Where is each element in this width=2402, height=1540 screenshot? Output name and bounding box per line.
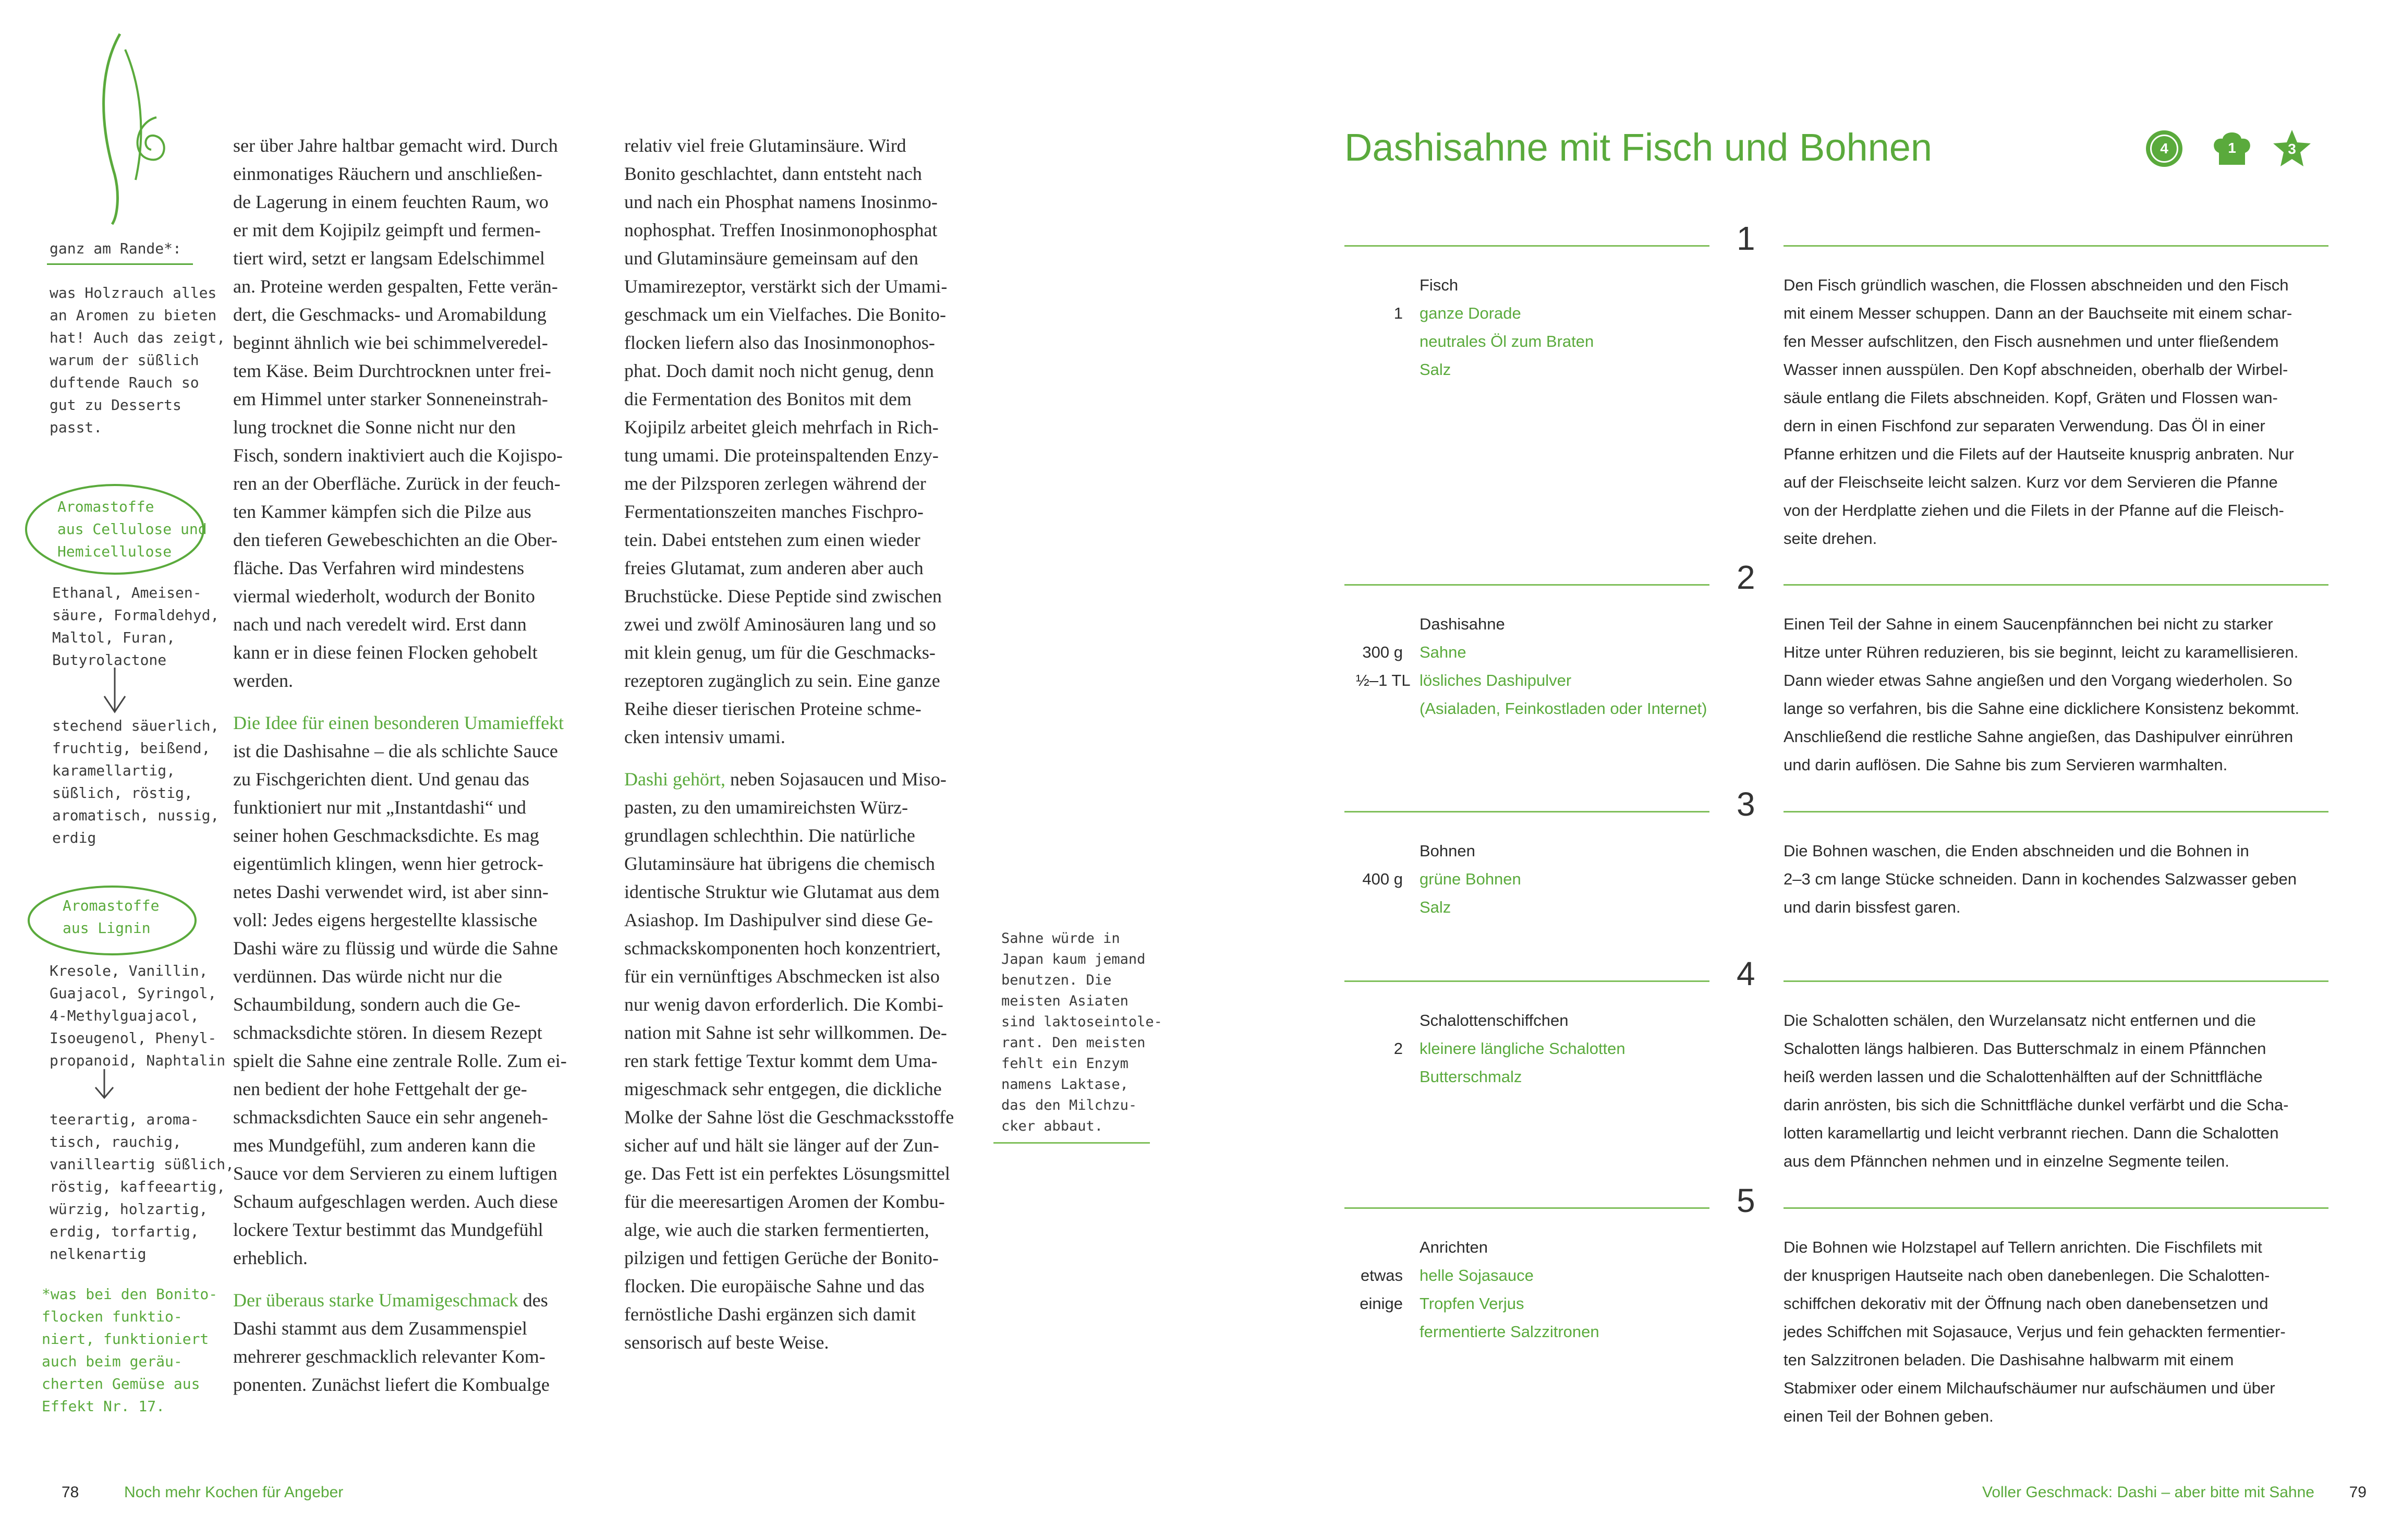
instruction-line: fen Messer aufschlitzen, den Fisch ausnehmen und unter fließendem bbox=[1784, 332, 2279, 350]
ingredient-row bbox=[1356, 1035, 1625, 1063]
note-line: Hemicellulose bbox=[57, 543, 172, 560]
ingredient-row bbox=[1356, 695, 1707, 723]
ingredient-group-title: Anrichten bbox=[1420, 1238, 1488, 1256]
note-line: stechend säuerlich, bbox=[52, 717, 220, 734]
step-rule-right bbox=[1784, 980, 2328, 982]
text-line: seiner hohen Geschmacksdichte. Es mag bbox=[233, 825, 539, 846]
note-line: sind laktoseintole- bbox=[1001, 1014, 1162, 1030]
instruction-line: jedes Schiffchen mit Sojasauce, Verjus und fein gehackten fermentier- bbox=[1784, 1323, 2286, 1341]
text-column-1 bbox=[233, 131, 619, 1399]
instruction-line: Die Schalotten schälen, den Wurzelansatz nicht entfernen und die bbox=[1784, 1011, 2256, 1029]
ingredient-block bbox=[1356, 837, 1521, 921]
text-line: tiert wird, setzt er langsam Edelschimmel bbox=[233, 248, 545, 269]
note-line: Isoeugenol, Phenyl- bbox=[50, 1029, 217, 1047]
text-line: de Lagerung in einem feuchten Raum, wo bbox=[233, 191, 549, 212]
note-line: benutzen. Die bbox=[1001, 972, 1112, 988]
text-line: die Fermentation des Bonitos mit dem bbox=[624, 389, 912, 409]
text-line: nach und nach veredelt wird. Erst dann bbox=[233, 614, 527, 635]
note-line: süßlich, röstig, bbox=[52, 784, 193, 802]
note-line: aus Cellulose und bbox=[57, 520, 207, 538]
ingredient-block bbox=[1356, 1233, 1599, 1346]
text-line: für ein vernünftiges Abschmecken ist also bbox=[624, 966, 940, 987]
servings-badge bbox=[2146, 130, 2182, 167]
step-rule-left bbox=[1344, 980, 1709, 982]
ingredient-row bbox=[1356, 865, 1521, 893]
instruction-line: darin anrösten, bis sich die Schnittfläche dunkel verfärbt und die Scha- bbox=[1784, 1096, 2289, 1114]
note-line: erdig bbox=[52, 829, 96, 846]
step-number: 4 bbox=[1737, 955, 1755, 992]
text-line: erheblich. bbox=[233, 1247, 308, 1268]
text-line: rezeptoren zugänglich zu sein. Eine ganze bbox=[624, 670, 940, 691]
ingredient-row bbox=[1356, 893, 1521, 921]
ingredient-name: Salz bbox=[1420, 360, 1451, 379]
instruction-line: Die Bohnen waschen, die Enden abschneiden und die Bohnen in bbox=[1784, 842, 2249, 860]
text-line: migeschmack sehr entgegen, die dickliche bbox=[624, 1078, 942, 1099]
ingredient-qty bbox=[1356, 893, 1403, 921]
text-line: einmonatiges Räuchern und anschließen- bbox=[233, 163, 542, 184]
step-rule-left bbox=[1344, 1207, 1709, 1209]
instruction-line: mit einem Messer schuppen. Dann an der Bauchseite mit einem schar- bbox=[1784, 304, 2292, 322]
note-line: 4-Methylguajacol, bbox=[50, 1007, 199, 1024]
instruction-line: ten Salzzitronen beladen. Die Dashisahne halbwarm mit einem bbox=[1784, 1351, 2234, 1369]
ingredient-name: helle Sojasauce bbox=[1420, 1266, 1534, 1284]
running-title-left: Noch mehr Kochen für Angeber bbox=[124, 1484, 344, 1501]
note-line: gut zu Desserts bbox=[50, 396, 181, 414]
instruction-line: Schalotten längs halbieren. Das Butterschmalz in einem Pfännchen bbox=[1784, 1039, 2266, 1058]
text-line: voll: Jedes eigens hergestellte klassische bbox=[233, 910, 538, 930]
ingredient-name: fermentierte Salzzitronen bbox=[1420, 1323, 1599, 1341]
note-line: röstig, kaffeeartig, bbox=[50, 1178, 226, 1195]
step-number: 2 bbox=[1737, 559, 1755, 596]
bubble-aromastoffe-cellulose bbox=[57, 495, 207, 563]
step-instructions bbox=[1784, 1007, 2288, 1175]
ingredient-qty: einige bbox=[1360, 1294, 1403, 1313]
text-line: Asiashop. Im Dashipulver sind diese Ge- bbox=[624, 910, 933, 930]
ingredient-group-title: Bohnen bbox=[1420, 842, 1475, 860]
instruction-line: seite drehen. bbox=[1784, 529, 1877, 548]
text-line: geschmack um ein Vielfaches. Die Bonito- bbox=[624, 304, 946, 325]
ingredient-name: Tropfen Verjus bbox=[1420, 1294, 1524, 1313]
text-line: sensorisch auf beste Weise. bbox=[624, 1332, 829, 1353]
instruction-line: von der Herdplatte ziehen und die Filets in der Pfanne auf die Fleisch- bbox=[1784, 501, 2284, 519]
step-rule-right bbox=[1784, 245, 2328, 247]
step-instructions bbox=[1784, 1233, 2286, 1430]
text-line: mes Mundgefühl, zum anderen kann die bbox=[233, 1135, 536, 1156]
instruction-line: Stabmixer oder einem Milchaufschäumer nur aufschäumen und über bbox=[1784, 1379, 2275, 1397]
instruction-line: säule entlang die Filets abschneiden. Kopf, Gräten und Flossen wan- bbox=[1784, 389, 2278, 407]
text-line: me der Pilzsporen zerlegen während der bbox=[624, 473, 926, 494]
step-instructions bbox=[1784, 837, 2297, 921]
step-rule-left bbox=[1344, 584, 1709, 586]
step-number: 5 bbox=[1737, 1182, 1755, 1219]
text-line: schmackskomponenten hoch konzentriert, bbox=[624, 938, 941, 959]
text-line: viermal wiederholt, wodurch der Bonito bbox=[233, 586, 535, 607]
note-line: das den Milchzu- bbox=[1001, 1097, 1137, 1113]
text-line: schmacksdichte stören. In diesem Rezept bbox=[233, 1022, 542, 1043]
ingredient-row bbox=[1356, 356, 1594, 384]
note-line: passt. bbox=[50, 419, 103, 436]
instruction-line: und darin auflösen. Die Sahne bis zum Servieren warmhalten. bbox=[1784, 756, 2228, 774]
text-line: Kojipilz arbeitet gleich mehrfach in Rich- bbox=[624, 417, 939, 438]
servings-count: 4 bbox=[2160, 140, 2168, 156]
text-line: mit klein genug, um für die Geschmacks- bbox=[624, 642, 936, 663]
ingredient-block bbox=[1356, 271, 1594, 384]
instruction-line: 2–3 cm lange Stücke schneiden. Dann in kochendes Salzwasser geben bbox=[1784, 870, 2297, 888]
ingredient-row bbox=[1356, 1262, 1599, 1290]
ingredient-qty: 400 g bbox=[1362, 870, 1403, 888]
instruction-line: Den Fisch gründlich waschen, die Flossen abschneiden und den Fisch bbox=[1784, 276, 2289, 294]
text-line: alge, wie auch die starken fermentierten, bbox=[624, 1219, 929, 1240]
text-line: funktioniert nur mit „Instantdashi“ und bbox=[233, 797, 526, 818]
note-line: Aromastoffe bbox=[57, 498, 154, 515]
note-line: propanoid, Naphtalin bbox=[50, 1052, 226, 1069]
note-line: Aromastoffe bbox=[63, 897, 160, 914]
instruction-line: heiß werden lassen und die Schalottenhälften auf der Schnittfläche bbox=[1784, 1068, 2263, 1086]
subheading-umamigeschmack: Der überaus starke Umamigeschmack bbox=[233, 1290, 518, 1311]
margin-footnote bbox=[42, 1283, 217, 1417]
note-line: namens Laktase, bbox=[1001, 1076, 1129, 1093]
text-line: em Himmel unter starker Sonneneinstrah- bbox=[233, 389, 548, 409]
text-line: Umamirezeptor, verstärkt sich der Umami- bbox=[624, 276, 948, 297]
note-line: Japan kaum jemand bbox=[1001, 951, 1146, 967]
text-line: schmacksdichten Sauce ein sehr angeneh- bbox=[233, 1107, 548, 1127]
instruction-line: Anschließend die restliche Sahne angießen, das Dashipulver einrühren bbox=[1784, 727, 2294, 746]
text-line: Bruchstücke. Diese Peptide sind zwischen bbox=[624, 586, 942, 607]
note-line: duftende Rauch so bbox=[50, 374, 199, 391]
text-line: flocken. Die europäische Sahne und das bbox=[624, 1276, 925, 1296]
text-line: an. Proteine werden gespalten, Fette verän- bbox=[233, 276, 558, 297]
text-line: nur wenig davon erforderlich. Die Kombi- bbox=[624, 994, 943, 1015]
text-line: er mit dem Kojipilz geimpft und fermen- bbox=[233, 220, 541, 240]
text-line: pasten, zu den umamireichsten Würz- bbox=[624, 797, 908, 818]
text-line: beginnt ähnlich wie bei schimmelveredel- bbox=[233, 332, 548, 353]
margin-note-label: ganz am Rande*: bbox=[50, 240, 181, 257]
text-line: ren stark fettige Textur kommt dem Uma- bbox=[624, 1050, 938, 1071]
ingredient-qty bbox=[1356, 356, 1403, 384]
text-line: cken intensiv umami. bbox=[624, 726, 785, 747]
text-line: eigentümlich klingen, wenn hier getrock- bbox=[233, 853, 543, 874]
text-line: werden. bbox=[233, 670, 293, 691]
text-column-2 bbox=[624, 131, 989, 1356]
text-line: sicher auf und hält sie länger auf der Zun- bbox=[624, 1135, 939, 1156]
sidenote-laktose bbox=[1001, 928, 1162, 1137]
text-line: Fisch, sondern inaktiviert auch die Kojispo- bbox=[233, 445, 563, 466]
instruction-line: Dann wieder etwas Sahne angießen und den Vorgang wiederholen. So bbox=[1784, 671, 2292, 689]
text-line: identische Struktur wie Glutamat aus dem bbox=[624, 881, 940, 902]
ingredient-name: Salz bbox=[1420, 898, 1451, 916]
swirl-doodle bbox=[78, 29, 183, 227]
text-line: kann er in diese feinen Flocken gehobelt bbox=[233, 642, 538, 663]
text-line: fernöstliche Dashi ergänzen sich damit bbox=[624, 1304, 916, 1325]
list-aromastoffe-lignin bbox=[50, 960, 225, 1072]
note-line: niert, funktioniert bbox=[42, 1330, 209, 1348]
sidenote-underline bbox=[993, 1142, 1150, 1144]
text-line: relativ viel freie Glutaminsäure. Wird bbox=[624, 135, 906, 156]
ingredient-row bbox=[1356, 299, 1594, 328]
step-rule-right bbox=[1784, 1207, 2328, 1209]
subheading-dashi-line: Dashi gehört, neben Sojasaucen und Miso- bbox=[624, 769, 947, 790]
ingredient-qty bbox=[1356, 328, 1403, 356]
instruction-line: Hitze unter Rühren reduzieren, bis sie beginnt, leicht zu karamellisieren. bbox=[1784, 643, 2299, 661]
text-line: dert, die Geschmacks- und Aromabildung bbox=[233, 304, 547, 325]
ingredient-name: grüne Bohnen bbox=[1420, 870, 1521, 888]
margin-note-holzrauch bbox=[50, 282, 225, 439]
text-line: tein. Dabei entstehen zum einen wieder bbox=[624, 529, 920, 550]
text-line: phat. Doch damit noch nicht genug, denn bbox=[624, 360, 934, 381]
ingredient-qty bbox=[1356, 1063, 1403, 1091]
note-line: Effekt Nr. 17. bbox=[42, 1398, 165, 1415]
arrow-down-icon bbox=[91, 1069, 117, 1100]
text-line: ist die Dashisahne – die als schlichte Sauce bbox=[233, 741, 558, 761]
note-line: an Aromen zu bieten bbox=[50, 307, 217, 324]
text-line: flocken liefern also das Inosinmonophos- bbox=[624, 332, 935, 353]
text-line: nation mit Sahne ist sehr willkommen. De- bbox=[624, 1022, 947, 1043]
recipe-title: Dashisahne mit Fisch und Bohnen bbox=[1344, 126, 1933, 169]
note-line: was Holzrauch alles bbox=[50, 284, 217, 301]
note-line: teerartig, aroma- bbox=[50, 1111, 199, 1128]
text-line: ser über Jahre haltbar gemacht wird. Durch bbox=[233, 135, 558, 156]
ingredient-qty: 300 g bbox=[1362, 643, 1403, 661]
note-line: *was bei den Bonito- bbox=[42, 1286, 218, 1303]
ingredient-name: lösliches Dashipulver bbox=[1420, 671, 1572, 689]
text-line: Reihe dieser tierischen Proteine schme- bbox=[624, 698, 921, 719]
instruction-line: einen Teil der Bohnen geben. bbox=[1784, 1407, 1994, 1425]
list-aromastoffe-cellulose bbox=[52, 581, 219, 671]
margin-note-underline bbox=[47, 263, 193, 265]
note-line: cherten Gemüse aus bbox=[42, 1375, 200, 1392]
desc-aromastoffe-cellulose bbox=[52, 714, 219, 849]
page-number-left: 78 bbox=[62, 1484, 79, 1501]
text-line: grundlagen schlechthin. Die natürliche bbox=[624, 825, 915, 846]
instruction-line: Pfanne erhitzen und die Filets auf der Hautseite knusprig anbraten. Nur bbox=[1784, 445, 2294, 463]
subheading-umamieffekt: Die Idee für einen besonderen Umamieffekt bbox=[233, 712, 564, 733]
bubble-aromastoffe-lignin bbox=[63, 894, 159, 939]
instruction-line: Wasser innen ausspülen. Den Kopf abschneiden, oberhalb der Wirbel- bbox=[1784, 360, 2288, 379]
text-line: Bonito geschlachtet, dann entsteht nach bbox=[624, 163, 922, 184]
text-line: pilzigen und fettigen Gerüche der Bonito- bbox=[624, 1247, 939, 1268]
note-line: nelkenartig bbox=[50, 1245, 147, 1263]
step-rule-left bbox=[1344, 811, 1709, 813]
note-line: aus Lignin bbox=[63, 919, 151, 937]
text-line: tem Käse. Beim Durchtrocknen unter frei- bbox=[233, 360, 551, 381]
step-rule-right bbox=[1784, 584, 2328, 586]
text-line: und nach ein Phosphat namens Inosinmo- bbox=[624, 191, 938, 212]
note-line: Kresole, Vanillin, bbox=[50, 962, 208, 979]
ingredient-qty bbox=[1356, 1318, 1403, 1346]
note-line: flocken funktio- bbox=[42, 1308, 183, 1325]
desc-aromastoffe-lignin bbox=[50, 1108, 234, 1265]
text-line: zwei und zwölf Aminosäuren lang und so bbox=[624, 614, 936, 635]
text-line: Schaum aufgeschlagen werden. Auch diese bbox=[233, 1191, 558, 1212]
text-line: den tieferen Gewebeschichten an die Ober- bbox=[233, 529, 557, 550]
note-line: tisch, rauchig, bbox=[50, 1133, 181, 1150]
step-number: 3 bbox=[1737, 785, 1755, 823]
note-line: meisten Asiaten bbox=[1001, 993, 1129, 1009]
text-line: ren an der Oberfläche. Zurück in der feuch- bbox=[233, 473, 561, 494]
note-line: hat! Auch das zeigt, bbox=[50, 329, 226, 346]
text-line: netes Dashi verwendet wird, ist aber sinn- bbox=[233, 881, 549, 902]
ingredient-name: kleinere längliche Schalotten bbox=[1420, 1039, 1625, 1058]
instruction-line: schiffchen dekorativ mit der Öffnung nach oben danebensetzen und bbox=[1784, 1294, 2268, 1313]
text-line: nophosphat. Treffen Inosinmonophosphat bbox=[624, 220, 938, 240]
ingredient-block bbox=[1356, 1007, 1625, 1091]
text-line: für die meeresartigen Aromen der Kombu- bbox=[624, 1191, 945, 1212]
step-number: 1 bbox=[1737, 220, 1755, 257]
subheading-dashi: Dashi gehört, bbox=[624, 769, 725, 790]
note-line: würzig, holzartig, bbox=[50, 1201, 208, 1218]
note-line: säure, Formaldehyd, bbox=[52, 607, 220, 624]
ingredient-row bbox=[1356, 666, 1707, 695]
note-line: rant. Den meisten bbox=[1001, 1035, 1146, 1051]
subheading-umamigeschmack-line: Der überaus starke Umamigeschmack des bbox=[233, 1290, 548, 1311]
text-line: und Glutaminsäure gemeinsam auf den bbox=[624, 248, 918, 269]
instruction-line: dern in einen Fischfond zur separaten Verwendung. Das Öl in einer bbox=[1784, 417, 2265, 435]
note-line: fruchtig, beißend, bbox=[52, 739, 211, 757]
instruction-line: und darin bissfest garen. bbox=[1784, 898, 1961, 916]
ingredient-row bbox=[1356, 638, 1707, 666]
ingredient-block bbox=[1356, 610, 1707, 723]
note-line: vanilleartig süßlich, bbox=[50, 1156, 235, 1173]
ingredient-qty bbox=[1356, 695, 1403, 723]
instruction-line: Einen Teil der Sahne in einem Saucenpfännchen bei nicht zu starker bbox=[1784, 615, 2273, 633]
text-line: Molke der Sahne löst die Geschmacksstoffe bbox=[624, 1107, 954, 1127]
star-badge bbox=[2271, 128, 2313, 169]
ingredient-group-title: Schalottenschiffchen bbox=[1420, 1011, 1569, 1029]
ingredient-name: (Asialaden, Feinkostladen oder Internet) bbox=[1420, 699, 1707, 718]
instruction-line: lotten karamellartig und leicht verbrannt riechen. Dann die Schalotten bbox=[1784, 1124, 2279, 1142]
chef-hat-badge bbox=[2211, 129, 2253, 168]
text-line: lockere Textur bestimmt das Mundgefühl bbox=[233, 1219, 543, 1240]
note-line: auch beim geräu- bbox=[42, 1353, 183, 1370]
text-line: freies Glutamat, zum anderen aber auch bbox=[624, 557, 924, 578]
note-line: Sahne würde in bbox=[1001, 930, 1120, 947]
instruction-line: lange so verfahren, bis die Sahne eine dicklichere Konsistenz bekommt. bbox=[1784, 699, 2300, 718]
ingredient-qty: 1 bbox=[1393, 304, 1403, 322]
ingredient-group-title: Dashisahne bbox=[1420, 615, 1505, 633]
text-line: ponenten. Zunächst liefert die Kombualge bbox=[233, 1374, 550, 1395]
step-instructions bbox=[1784, 610, 2299, 779]
ingredient-qty: 2 bbox=[1393, 1039, 1403, 1058]
note-line: karamellartig, bbox=[52, 762, 176, 779]
text-line: spielt die Sahne eine zentrale Rolle. Zum ei- bbox=[233, 1050, 567, 1071]
text-line: fläche. Das Verfahren wird mindestens bbox=[233, 557, 525, 578]
difficulty-level: 1 bbox=[2228, 140, 2236, 156]
note-line: warum der süßlich bbox=[50, 351, 199, 369]
instruction-line: aus dem Pfännchen nehmen und in einzelne Segmente teilen. bbox=[1784, 1152, 2229, 1170]
note-line: cker abbaut. bbox=[1001, 1118, 1103, 1134]
text-line: tung umami. Die proteinspaltenden Enzy- bbox=[624, 445, 939, 466]
text-line: lung trocknet die Sonne nicht nur den bbox=[233, 417, 516, 438]
step-instructions bbox=[1784, 271, 2294, 553]
text-line: verdünnen. Das würde nicht nur die bbox=[233, 966, 502, 987]
ingredient-name: Butterschmalz bbox=[1420, 1068, 1522, 1086]
text-line: Dashi stammt aus dem Zusammenspiel bbox=[233, 1318, 527, 1339]
note-line: Ethanal, Ameisen- bbox=[52, 584, 202, 601]
ingredient-name: Sahne bbox=[1420, 643, 1466, 661]
instruction-line: Die Bohnen wie Holzstapel auf Tellern anrichten. Die Fischfilets mit bbox=[1784, 1238, 2262, 1256]
rating-value: 3 bbox=[2288, 141, 2296, 157]
text-line: Glutaminsäure hat übrigens die chemisch bbox=[624, 853, 935, 874]
note-line: erdig, torfartig, bbox=[50, 1223, 199, 1240]
ingredient-row bbox=[1356, 328, 1594, 356]
ingredient-name: neutrales Öl zum Braten bbox=[1420, 332, 1594, 350]
ingredient-row bbox=[1356, 1318, 1599, 1346]
ingredient-group-title: Fisch bbox=[1420, 276, 1459, 294]
instruction-line: auf der Fleischseite leicht salzen. Kurz vor dem Servieren die Pfanne bbox=[1784, 473, 2278, 491]
arrow-down-icon bbox=[99, 668, 130, 714]
note-line: fehlt ein Enzym bbox=[1001, 1056, 1129, 1072]
ingredient-qty: ½–1 TL bbox=[1356, 671, 1411, 689]
text-line: ge. Das Fett ist ein perfektes Lösungsmittel bbox=[624, 1163, 950, 1184]
text-line: Schaumbildung, sondern auch die Ge- bbox=[233, 994, 520, 1015]
instruction-line: der knusprigen Hautseite nach oben danebenlegen. Die Schalotten- bbox=[1784, 1266, 2270, 1284]
note-line: Butyrolactone bbox=[52, 651, 167, 669]
text-line: Sauce vor dem Servieren zu einem luftigen bbox=[233, 1163, 557, 1184]
ingredient-row bbox=[1356, 1290, 1599, 1318]
note-line: Guajacol, Syringol, bbox=[50, 985, 217, 1002]
ingredient-name: ganze Dorade bbox=[1420, 304, 1521, 322]
text-line: Fermentationszeiten manches Fischpro- bbox=[624, 501, 924, 522]
text-line: zu Fischgerichten dient. Und genau das bbox=[233, 769, 529, 790]
text-line: mehrerer geschmacklich relevanter Kom- bbox=[233, 1346, 545, 1367]
running-title-right: Voller Geschmack: Dashi – aber bitte mit Sahne bbox=[1982, 1484, 2314, 1501]
page-number-right: 79 bbox=[2349, 1484, 2367, 1501]
note-line: Maltol, Furan, bbox=[52, 629, 176, 646]
ingredient-qty: etwas bbox=[1361, 1266, 1403, 1284]
text-line: Dashi wäre zu flüssig und würde die Sahne bbox=[233, 938, 558, 959]
note-line: aromatisch, nussig, bbox=[52, 807, 220, 824]
text-line: ten Kammer kämpfen sich die Pilze aus bbox=[233, 501, 531, 522]
step-rule-left bbox=[1344, 245, 1709, 247]
ingredient-row bbox=[1356, 1063, 1625, 1091]
text-line: nen bedient der hohe Fettgehalt der ge- bbox=[233, 1078, 527, 1099]
step-rule-right bbox=[1784, 811, 2328, 813]
